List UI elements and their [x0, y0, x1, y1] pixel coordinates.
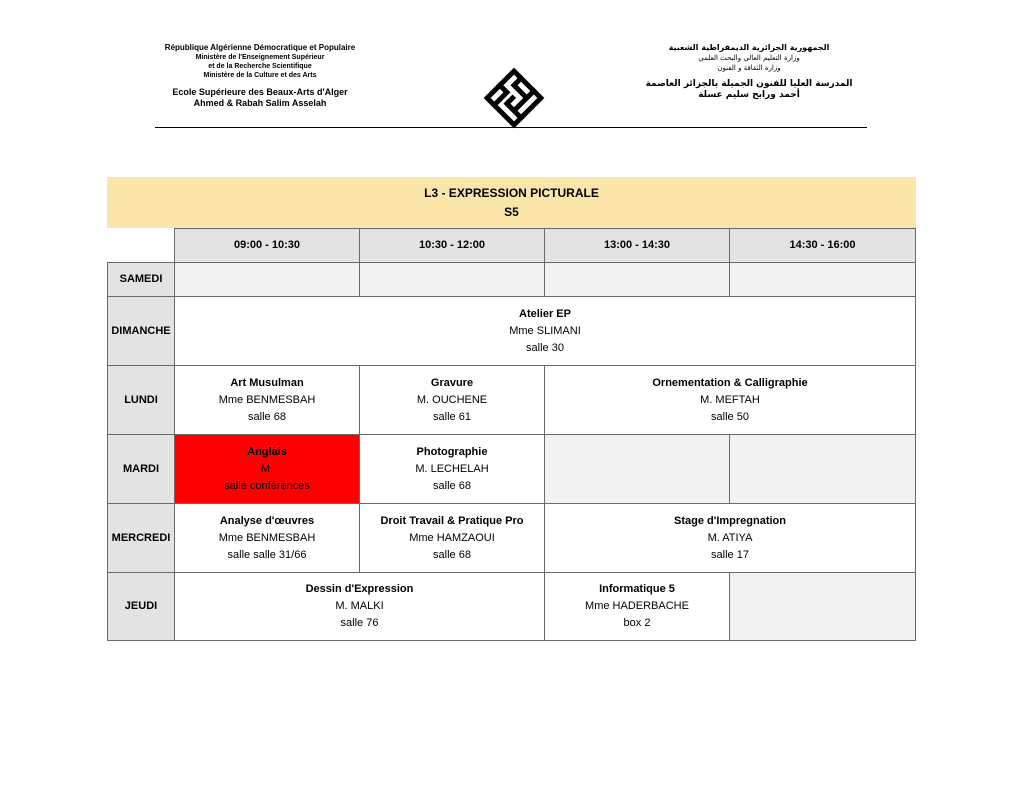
session-cell-highlighted — [174, 434, 360, 504]
room-name: salle 61 — [433, 410, 471, 423]
room-name: salle 68 — [248, 410, 286, 423]
course-name: Dessin d'Expression — [305, 583, 414, 595]
school-name: Ecole Supérieure des Beaux-Arts d'Alger — [172, 87, 348, 97]
session-cell — [544, 572, 730, 641]
ministry-culture: Ministère de la Culture et des Arts — [203, 72, 317, 79]
room-name: salle 68 — [433, 479, 471, 492]
teacher-name: M. LECHELAH — [415, 462, 489, 475]
empty-slot — [544, 262, 730, 297]
ministry-research: et de la Recherche Scientifique — [208, 63, 312, 70]
ministry-culture-ar: وزارة الثقافة و الفنون — [717, 64, 781, 72]
teacher-name: M. MEFTAH — [700, 393, 760, 406]
republic-name-ar: الجمهورية الجزائرية الديمقراطية الشعبية — [668, 43, 830, 52]
empty-slot — [729, 572, 916, 641]
ministry-higher-ed-ar: وزارة التعليم العالي والبحث العلمي — [698, 54, 800, 62]
room-name: salle 30 — [526, 341, 564, 354]
course-name: Gravure — [430, 376, 474, 389]
course-name: Ornementation & Calligraphie — [652, 376, 808, 389]
session-cell — [174, 503, 360, 573]
course-name: Anglais — [247, 445, 287, 458]
teacher-name: Mme BENMESBAH — [218, 531, 316, 544]
teacher-name: Mme HAMZAOUI — [409, 531, 495, 544]
teacher-name: Mme SLIMANI — [509, 324, 581, 337]
institution-header-ar — [634, 42, 864, 101]
empty-slot — [359, 262, 545, 297]
institution-header-fr — [150, 42, 370, 109]
teacher-name: Mme HADERBACHE — [585, 600, 689, 612]
time-slot-header: 13:00 - 14:30 — [544, 228, 730, 263]
time-slot-header: 14:30 - 16:00 — [729, 228, 916, 263]
time-slot-header: 09:00 - 10:30 — [174, 228, 360, 263]
session-cell — [544, 365, 916, 435]
republic-name: République Algérienne Démocratique et Populaire — [164, 43, 356, 52]
empty-slot — [729, 262, 916, 297]
room-name: box 2 — [623, 617, 651, 629]
session-cell — [174, 572, 545, 641]
course-name: Droit Travail & Pratique Pro — [380, 514, 524, 527]
empty-slot — [174, 262, 360, 297]
session-cell — [174, 365, 360, 435]
session-cell — [544, 503, 916, 573]
day-label-jeudi: JEUDI — [107, 572, 175, 641]
day-label-mercredi: MERCREDI — [107, 503, 175, 573]
room-name: salle 68 — [433, 548, 471, 561]
session-cell — [359, 434, 545, 504]
time-slot-header: 10:30 - 12:00 — [359, 228, 545, 263]
room-name: salle salle 31/66 — [227, 548, 307, 561]
empty-slot — [729, 434, 916, 504]
day-label-dimanche: DIMANCHE — [107, 296, 175, 366]
timetable-title: L3 - EXPRESSION PICTURALE — [424, 185, 599, 200]
timetable — [107, 177, 916, 641]
session-cell — [359, 503, 545, 573]
header-divider — [155, 127, 867, 128]
school-name-ar: المدرسة العليا للفنون الجميلة بالجزائر العاصمة — [645, 79, 853, 89]
timetable-semester: S5 — [504, 204, 519, 219]
session-cell — [174, 296, 916, 366]
teacher-name: M. MALKI — [335, 600, 384, 612]
course-name: Analyse d'œuvres — [219, 514, 315, 527]
session-cell — [359, 365, 545, 435]
course-name: Photographie — [416, 445, 488, 458]
teacher-name: Mme BENMESBAH — [218, 393, 316, 406]
teacher-name: M. OUCHENE — [416, 393, 488, 406]
timetable-title-bar — [107, 177, 916, 228]
school-names: Ahmed & Rabah Salim Asselah — [193, 98, 327, 108]
empty-slot — [544, 434, 730, 504]
room-name: salle conférences — [224, 479, 310, 492]
course-name: Art Musulman — [230, 376, 304, 389]
ministry-higher-ed: Ministère de l'Enseignement Supérieur — [195, 54, 325, 61]
room-name: salle 50 — [711, 410, 749, 423]
room-name: salle 17 — [711, 548, 749, 561]
school-names-ar: أحمد ورابح سليم عسلة — [698, 90, 800, 100]
course-name: Atelier EP — [519, 307, 571, 320]
teacher-name: M. — [260, 462, 274, 475]
day-label-mardi: MARDI — [107, 434, 175, 504]
kufic-square-logo-icon — [478, 67, 550, 129]
day-label-lundi: LUNDI — [107, 365, 175, 435]
course-name: Informatique 5 — [599, 583, 675, 595]
room-name: salle 76 — [340, 617, 379, 629]
course-name: Stage d'Impregnation — [673, 514, 786, 527]
teacher-name: M. ATIYA — [707, 531, 753, 544]
day-label-samedi: SAMEDI — [107, 262, 175, 297]
